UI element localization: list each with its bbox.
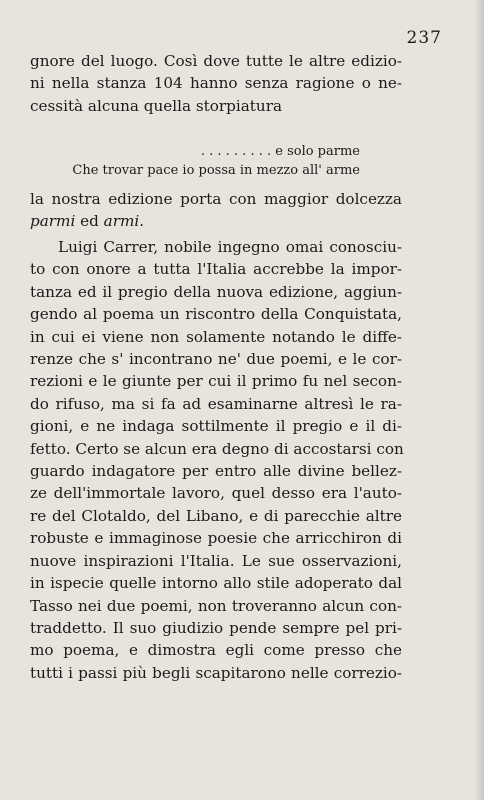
- text-line: traddetto. Il suo giudizio pende sempre pel pri-: [30, 618, 402, 637]
- text-line: in ispecie quelle intorno allo stile adoperato dal: [30, 574, 402, 593]
- verse-quotation: [60, 143, 360, 180]
- paragraph-comparison: [30, 188, 402, 233]
- text-line: [30, 210, 402, 232]
- text-line: la nostra edizione porta con maggior dolcezza: [30, 190, 402, 208]
- text-line: to con onore a tutta l'Italia accrebbe la impor-: [30, 260, 402, 279]
- text-line: gendo al poema un riscontro della Conquistata,: [30, 305, 402, 324]
- paragraph-carrer: [30, 236, 402, 684]
- text-line: robuste e immaginose poesie che arricchiron di: [30, 529, 402, 548]
- text-line: in cui ei viene non solamente notando le diffe-: [30, 327, 402, 346]
- text-line: renze che s' incontrano ne' due poemi, e le cor-: [30, 350, 402, 369]
- text-line: re del Clotaldo, del Libano, e di parecchie altre: [30, 506, 402, 525]
- page-number: 237: [406, 28, 442, 48]
- italic-word: parmi: [30, 212, 76, 231]
- text-fragment: .: [139, 212, 145, 231]
- verse-line: Che trovar pace io possa in mezzo all' arme: [72, 162, 360, 178]
- text-line: tutti i passi più begli scapitarono nelle correzio-: [30, 663, 402, 682]
- text-fragment: ed: [75, 212, 104, 231]
- text-line: Luigi Carrer, nobile ingegno omai conosciu-: [58, 238, 402, 256]
- italic-word: armi: [103, 212, 140, 231]
- paragraph-continuation: [30, 50, 402, 117]
- text-line: Tasso nei due poemi, non troveranno alcun con-: [30, 596, 402, 615]
- text-line: do rifuso, ma si fa ad esaminarne altresì le ra-: [30, 394, 402, 413]
- text-line: gioni, e ne indaga sottilmente il pregio e il di-: [30, 417, 402, 436]
- text-line: nuove inspirazioni l'Italia. Le sue osservazioni,: [30, 551, 402, 570]
- text-line: tanza ed il pregio della nuova edizione, aggiun-: [30, 282, 402, 301]
- text-line: guardo indagatore per entro alle divine bellez-: [30, 462, 402, 481]
- text-line: cessità alcuna quella storpiatura: [30, 96, 283, 115]
- text-line: ni nella stanza 104 hanno senza ragione o ne-: [30, 74, 402, 93]
- text-line: fetto. Certo se alcun era degno di accostarsi con: [30, 439, 404, 458]
- text-line: gnore del luogo. Così dove tutte le altre edizio-: [30, 52, 402, 70]
- verse-line: . . . . . . . . . e solo parme: [200, 144, 360, 159]
- text-line: rezioni e le giunte per cui il primo fu nel secon-: [30, 372, 402, 391]
- text-line: ze dell'immortale lavoro, quel desso era l'auto-: [30, 484, 402, 503]
- page-edge-shadow: [474, 0, 484, 800]
- text-line: mo poema, e dimostra egli come presso che: [30, 641, 402, 660]
